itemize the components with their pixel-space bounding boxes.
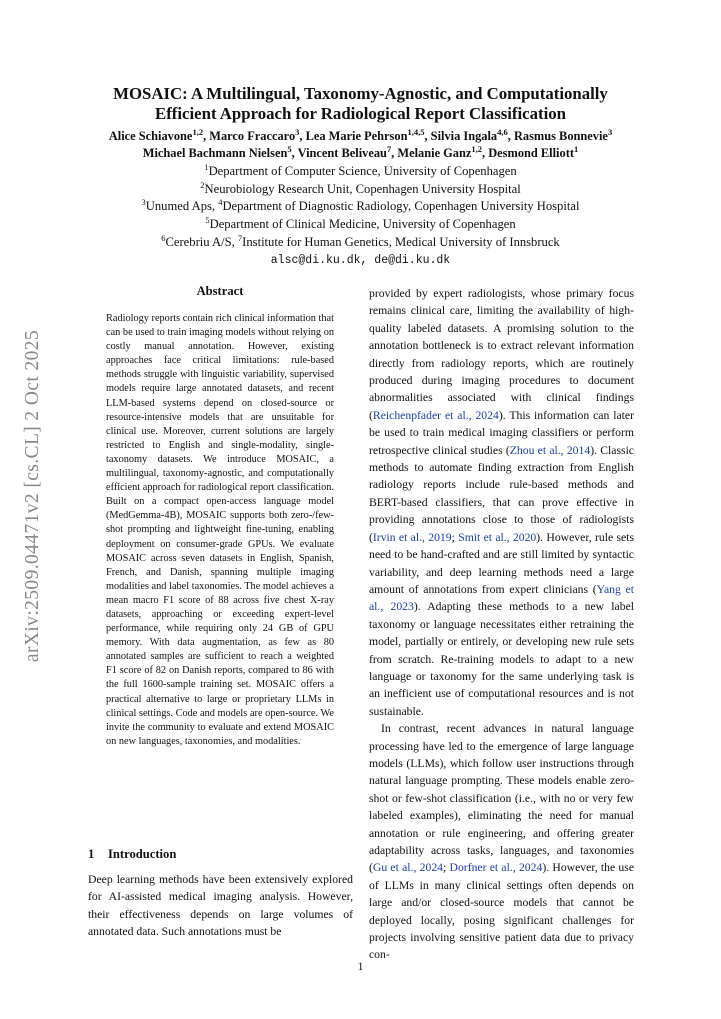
arxiv-identifier — [16, 306, 50, 686]
author: Silvia Ingala$^{4,6}$, — [430, 126, 514, 143]
section-number: 1 — [88, 847, 95, 861]
citation-link[interactable]: Irvin et al., 2019 — [372, 530, 452, 544]
author: Vincent Beliveau$^7$, — [297, 143, 398, 160]
author: Michael Bachmann Nielsen$^5$, — [142, 143, 298, 160]
author: Marco Fraccaro$^3$, — [209, 126, 306, 143]
citation-link[interactable]: Gu et al., 2024 — [372, 861, 444, 875]
introduction-paragraph-left: Deep learning methods have been extensively explored for AI-assisted medical imaging analysis. However, their effectiveness depends on large volumes of annotated data. Such annotations must be — [88, 873, 353, 939]
author: Melanie Ganz$^{1,2}$, — [397, 143, 489, 160]
author: Lea Marie Pehrson$^{1,4,5}$, — [305, 126, 431, 143]
section-title: Introduction — [108, 847, 177, 861]
title-line-2: Efficient Approach for Radiological Report Classification — [155, 104, 566, 123]
author: Alice Schiavone$^{1,2}$, — [108, 126, 210, 143]
citation-link[interactable]: Zhou et al., 2014 — [509, 443, 591, 457]
affiliation: $^6$Cerebriu A/S, $^7$Institute for Human Genetics, Medical University of Innsbruck — [161, 232, 560, 249]
affiliation-list — [40, 163, 681, 269]
introduction-paragraph: provided by expert radiologists, whose primary focus remains clinical care, limiting the availability of high-quality labeled datasets. A promising solution to the annotation bottleneck is to extract relevant information directly from radiology reports, which are routinely produced during imaging procedures to document abnormalities associated with clinical findings (Reichenpfader et al., 2024). This information can later be used to train medical imaging classifiers or perform retrospective clinical studies (Zhou et al., 2014). Classic methods to automate finding extraction from English radiology reports include rule-based methods and BERT-based classifiers, that can prove effective in providing annotations close to those of radiologists (Irvin et al., 2019; Smit et al., 2020). However, rule sets need to be hand-crafted and are still limited by syntactic variability, and deep learning methods need a large amount of annotations from expert clinicians (Yang et al., 2023). Adapting these methods to a new label taxonomy or language necessitates either retraining the model, partially or entirely, or developing new rule sets from scratch. Re-training models to adapt to a new language or taxonomy for the same underlying task is an inefficient use of computational resources and is not sustainable. — [369, 287, 635, 718]
affiliation: $^2$Neurobiology Research Unit, Copenhagen University Hospital — [200, 179, 521, 196]
citation-link[interactable]: Yang et al., 2023 — [369, 582, 634, 614]
abstract-heading: Abstract — [196, 284, 244, 298]
affiliation: $^5$Department of Clinical Medicine, University of Copenhagen — [205, 214, 516, 232]
section-heading-introduction — [88, 847, 353, 862]
abstract-body: Radiology reports contain rich clinical information that can be used to train imaging models without relying on costly manual annotation. However, existing approaches face critical limitations: rule-based methods struggle with linguistic variability, supervised models require large annotated datasets, and recent LLM-based systems depend on closed-source or resource-intensive models that are unsuitable for clinical use. Moreover, current solutions are largely restricted to English and single-modality, single-taxonomy datasets. We introduce MOSAIC, a multilingual, taxonomy-agnostic, and computationally efficient approach for radiological report classification. Built on a compact open-access language model (MedGemma-4B), MOSAIC supports both zero-/few-shot prompting and lightweight fine-tuning, enabling deployment on consumer-grade GPUs. We evaluate MOSAIC across seven datasets in English, Spanish, French, and Danish, spanning multiple imaging modalities and label taxonomies. The model achieves a mean macro F1 score of 88 across five chest X-ray datasets, approaching or exceeding expert-level performance, while requiring only 24 GB of GPU memory. With data augmentation, as few as 80 annotated samples are sufficient to reach a weighted F1 score of 82 on Danish reports, compared to 86 with the full 1600-sample training set. MOSAIC offers a practical alternative to large or proprietary LLMs in clinical settings. Code and models are open-source. We invite the community to evaluate and extend MOSAIC on new languages, taxonomies, and modalities. — [106, 313, 334, 747]
introduction-paragraph: In contrast, recent advances in natural language processing have led to the emergence of large language models (LLMs), which follow user instructions through natural language prompting. These models enable zero-shot or few-shot classification (i.e., with no or very few labeled examples), eliminating the need for manual annotation or rule engineering, and offering greater adaptability across tasks, languages, and taxonomies (Gu et al., 2024; Dorfner et al., 2024). However, the use of LLMs in many clinical settings often depends on large and/or closed-source models that cannot be deployed locally, posing significant challenges for projects involving sensitive patient data due to privacy con- — [369, 722, 635, 962]
right-column — [369, 285, 634, 964]
affiliation: $^1$Department of Computer Science, University of Copenhagen — [204, 161, 517, 178]
arxiv-identifier-text: arXiv:2509.04471v2 [cs.CL] 2 Oct 2025 — [22, 329, 43, 663]
citation-link[interactable]: Smit et al., 2020 — [458, 530, 537, 544]
author-list — [40, 128, 681, 162]
page-number: 1 — [357, 960, 364, 973]
author-emails: alsc@di.ku.dk, de@di.ku.dk — [270, 253, 451, 267]
affiliation: $^3$Unumed Aps, $^4$Department of Diagnostic Radiology, Copenhagen University Hospital — [141, 197, 580, 214]
title-line-1: MOSAIC: A Multilingual, Taxonomy-Agnostic, and Computationally — [113, 84, 608, 103]
author: Rasmus Bonnevie$^3$ — [513, 126, 613, 143]
citation-link[interactable]: Reichenpfader et al., 2024 — [372, 408, 499, 422]
author: Desmond Elliott$^1$ — [488, 143, 579, 160]
paper-title — [60, 84, 661, 124]
citation-link[interactable]: Dorfner et al., 2024 — [449, 861, 543, 875]
